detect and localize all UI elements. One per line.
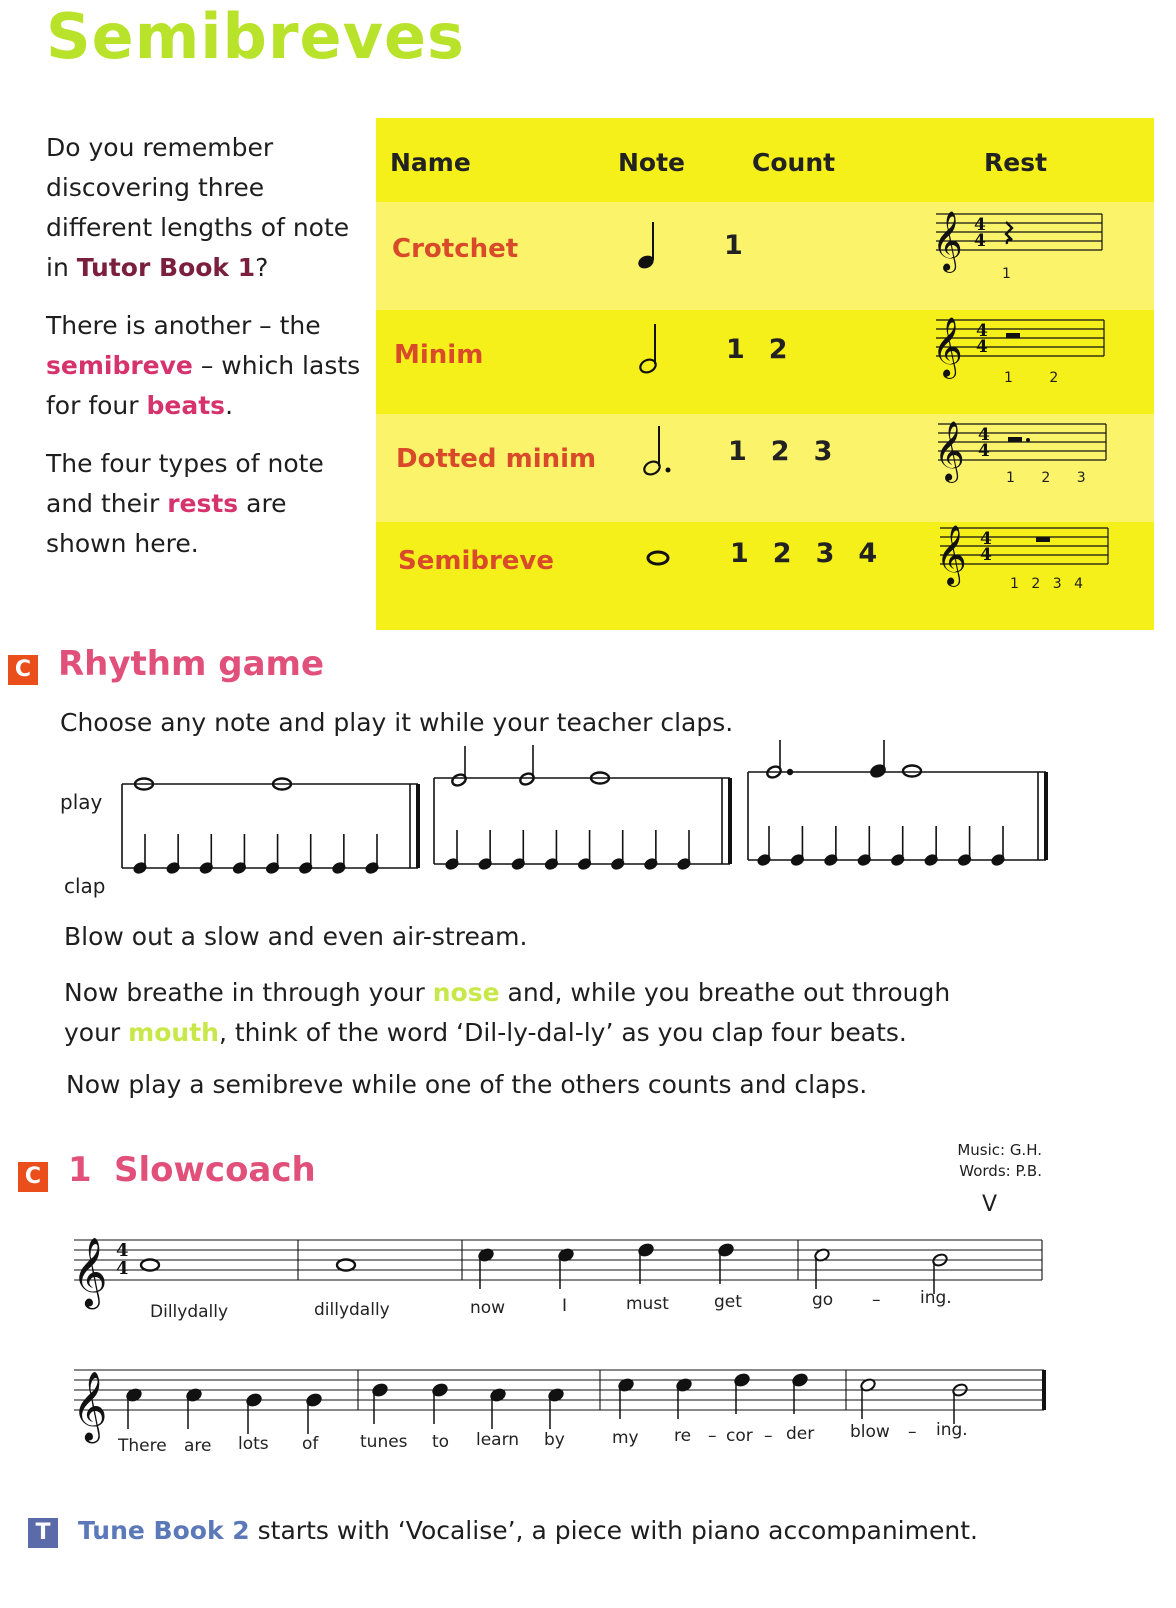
intro-p2-end: . (225, 391, 234, 420)
rhythm-game-instruction: Choose any note and play it while your teacher claps. (60, 708, 734, 737)
time-sig-icon: 4 (116, 1240, 129, 1261)
rest-count-crotchet: 1 (1002, 266, 1011, 282)
slowcoach-number: 1 (68, 1150, 92, 1190)
count-digit: 1 (726, 334, 745, 365)
rest-count-minim (1004, 370, 1058, 386)
breathing-line-2 (64, 974, 964, 1012)
rest-count-digit: 2 (1041, 470, 1051, 486)
play-label: play (60, 790, 103, 814)
lyric-word: cor (726, 1426, 753, 1446)
count-digit: 2 (770, 436, 790, 467)
time-sig-icon: 4 (976, 321, 988, 341)
slowcoach-title: Slowcoach (114, 1150, 316, 1190)
time-sig-icon: 4 (978, 425, 990, 445)
footer-sentence: starts with ‘Vocalise’, a piece with piano accompaniment. (249, 1516, 978, 1545)
rhythm-game-score (0, 740, 1176, 900)
dotted-minim-note-icon (642, 426, 670, 477)
row-name-semibreve: Semibreve (398, 546, 555, 576)
lyric-word: – (908, 1422, 917, 1442)
lyric-word: – (764, 1426, 773, 1446)
lyric-word: ing. (936, 1420, 968, 1440)
intro-paragraph-2 (46, 306, 366, 426)
intro-p1-text: Do you remember discovering three different lengths of note in (46, 133, 350, 282)
breathing-text: and, while you breathe out through (499, 978, 951, 1007)
page-title: Semibreves (46, 0, 465, 73)
rest-count-digit: 2 (1031, 576, 1041, 592)
lyric-word: my (612, 1428, 639, 1448)
time-sig-icon: 4 (974, 231, 986, 251)
intro-p3-text: The four types of note and their (46, 449, 324, 518)
row-name-crotchet: Crotchet (392, 234, 519, 264)
tune-book-badge: T (28, 1518, 58, 1548)
breathing-line-1: Blow out a slow and even air-stream. (64, 922, 528, 951)
row-name-dotted-minim: Dotted minim (396, 444, 597, 474)
treble-clef-icon: 𝄞 (932, 317, 963, 377)
intro-text (46, 128, 366, 582)
lyric-word: lots (238, 1434, 269, 1454)
lyric-word: now (470, 1298, 506, 1318)
treble-clef-icon: 𝄞 (936, 525, 967, 585)
count-digit: 3 (813, 436, 833, 467)
lyric-word: are (184, 1436, 212, 1456)
count-digit: 2 (768, 334, 788, 365)
header-note: Note (618, 148, 686, 177)
words-credit: Words: P.B. (959, 1162, 1042, 1180)
lyric-word: Dillydally (150, 1302, 229, 1322)
rest-count-dotted-minim (1006, 470, 1086, 486)
treble-clef-icon: 𝄞 (934, 421, 965, 481)
lyric-word: There (118, 1436, 167, 1456)
melody-line-2-notes (126, 1373, 969, 1434)
header-rest: Rest (984, 148, 1048, 177)
lyric-word: to (432, 1432, 450, 1452)
semibreve-note-icon (337, 1260, 355, 1271)
slowcoach-badge: C (18, 1162, 48, 1192)
intro-p3-end: are shown here. (46, 489, 287, 558)
nose-word: nose (432, 978, 500, 1007)
time-sig-icon: 4 (980, 529, 992, 549)
lyric-word: must (626, 1294, 669, 1314)
staff-line-1 (74, 1240, 1042, 1280)
slowcoach-score (0, 1210, 1176, 1470)
count-digit: 1 (728, 436, 747, 467)
rest-count-digit: 1 (1010, 576, 1019, 592)
lyric-word: get (714, 1292, 742, 1312)
breathing-text: your (64, 1018, 129, 1047)
semibreve-note-icon (648, 552, 668, 564)
rest-count-digit: 2 (1049, 370, 1059, 386)
lyric-word: go (812, 1290, 834, 1310)
row-name-minim: Minim (394, 340, 484, 370)
lyric-word: tunes (360, 1432, 408, 1452)
lyric-word: of (302, 1434, 319, 1454)
lyric-word: – (708, 1426, 717, 1446)
rest-count-digit: 4 (1074, 576, 1084, 592)
tutor-book-link: Tutor Book 1 (76, 253, 256, 282)
crotchet-note-icon (636, 222, 656, 271)
header-count: Count (752, 148, 836, 177)
intro-p1-end: ? (255, 253, 269, 282)
breathing-text: Now breathe in through your (64, 978, 433, 1007)
mouth-word: mouth (128, 1018, 219, 1047)
header-name: Name (390, 148, 471, 177)
lyric-word: blow (850, 1422, 890, 1442)
rhythm-game-title: Rhythm game (58, 644, 325, 684)
semibreve-word: semibreve (46, 351, 193, 380)
note-table (376, 118, 1154, 630)
count-digit: 2 (772, 538, 792, 569)
rests-word: rests (167, 489, 239, 518)
rest-count-digit: 1 (1004, 370, 1013, 386)
lyric-word: der (786, 1424, 815, 1444)
lyric-word: ing. (920, 1288, 952, 1308)
rest-count-semibreve (1010, 576, 1083, 592)
lyric-word: learn (476, 1430, 520, 1450)
semibreve-rest-icon (1036, 537, 1050, 542)
rest-count-digit: 3 (1052, 576, 1062, 592)
time-sig-icon: 4 (978, 441, 990, 461)
slowcoach-credits (900, 1140, 1042, 1182)
count-digit: 1 (724, 230, 743, 261)
treble-clef-icon: 𝄞 (72, 1237, 108, 1307)
tune-book-2-label: Tune Book 2 (78, 1516, 250, 1545)
intro-paragraph-3 (46, 444, 366, 564)
music-credit: Music: G.H. (957, 1141, 1042, 1159)
minim-note-icon (638, 324, 658, 375)
footer-text (78, 1512, 1158, 1550)
beats-word: beats (146, 391, 226, 420)
lyric-word: re (674, 1426, 692, 1446)
treble-clef-icon: 𝄞 (932, 211, 963, 271)
breathing-text: , think of the word ‘Dil-ly-dal-ly’ as you clap four beats. (218, 1018, 907, 1047)
breath-mark: V (982, 1192, 998, 1217)
count-digit: 4 (858, 538, 878, 569)
intro-p2-mid: – which lasts for four (46, 351, 361, 420)
time-sig-icon: 4 (974, 215, 986, 235)
rest-count-digit: 1 (1006, 470, 1015, 486)
semibreve-note-icon (141, 1260, 159, 1271)
lyric-word: by (544, 1430, 565, 1450)
breathing-line-4: Now play a semibreve while one of the others counts and claps. (66, 1070, 868, 1099)
lyric-word: – (872, 1290, 881, 1310)
lyric-word: dillydally (314, 1300, 390, 1320)
intro-paragraph-1 (46, 128, 366, 288)
count-digit: 1 (730, 538, 749, 569)
rest-clefs (932, 211, 992, 587)
rest-count-digit: 3 (1076, 470, 1086, 486)
minim-rest-icon (1006, 333, 1020, 338)
intro-p2-text: There is another – the (46, 311, 321, 340)
semibreve-note-icon (903, 766, 921, 777)
clap-label: clap (64, 874, 106, 898)
play-notes (135, 740, 921, 790)
rhythm-game-badge: C (8, 655, 38, 685)
breathing-line-3 (64, 1014, 964, 1052)
treble-clef-icon: 𝄞 (72, 1371, 108, 1441)
dotted-minim-rest-icon (1008, 437, 1022, 442)
count-digit: 3 (815, 538, 835, 569)
lyric-word: I (562, 1296, 568, 1316)
time-sig-icon: 4 (116, 1258, 129, 1279)
time-sig-icon: 4 (976, 337, 988, 357)
crotchet-rest-icon (1006, 222, 1012, 244)
time-sig-icon: 4 (980, 545, 992, 565)
